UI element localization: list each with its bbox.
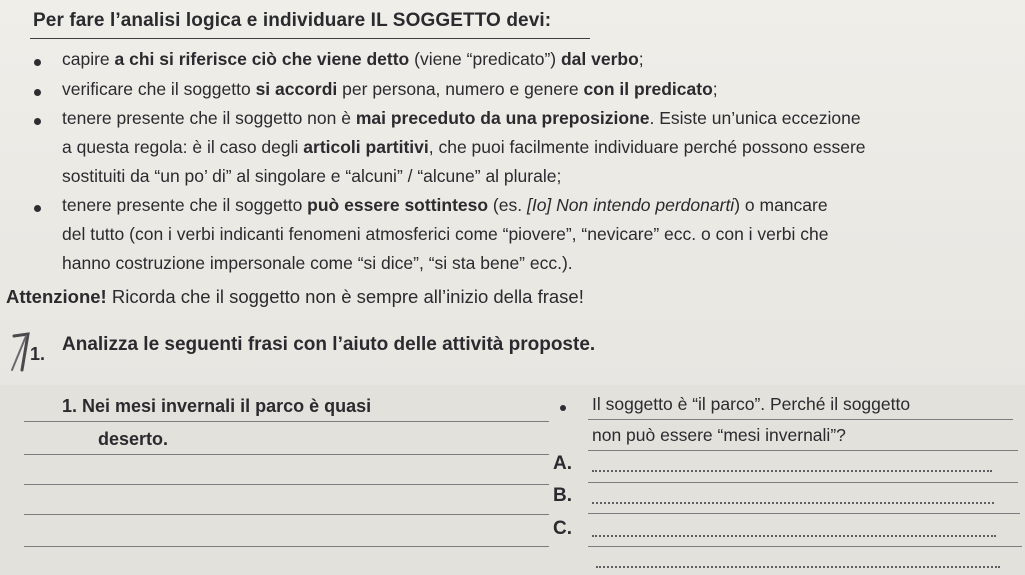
sentence-rule-5 — [24, 546, 549, 547]
answer-label-a: A. — [553, 453, 572, 474]
sentence-rule-4 — [24, 514, 549, 515]
bullet-4 — [34, 205, 41, 212]
text-run: per persona, numero e genere — [337, 79, 584, 99]
rule-3-line-2 — [62, 136, 866, 158]
bullet-2 — [34, 89, 41, 96]
rule-3-line-3 — [62, 165, 561, 187]
warning-label: Attenzione! — [6, 286, 107, 307]
rule-1-line-1 — [62, 48, 644, 70]
text-run: verificare che il soggetto — [62, 79, 256, 99]
warning-note — [6, 286, 584, 308]
rules-heading: Per fare l’analisi logica e individuare IL SOGGETTO devi: — [33, 10, 552, 31]
hint-bullet — [560, 405, 566, 411]
sentence-rule-1 — [24, 421, 549, 422]
rule-2-line-1 — [62, 78, 718, 100]
sentence-line-1: 1. Nei mesi invernali il parco è quasi — [62, 396, 372, 416]
bullet-3 — [34, 118, 41, 125]
answer-line-c[interactable] — [592, 535, 996, 537]
text-run: a chi si riferisce ciò che viene detto — [114, 49, 410, 69]
exercise-number: 1. — [30, 344, 46, 364]
warning-text: Ricorda che il soggetto non è sempre all’inizio della frase! — [106, 286, 584, 307]
text-run: ; — [638, 49, 644, 69]
text-run: tenere presente che il soggetto non è — [62, 108, 356, 128]
text-run: (es. — [488, 195, 527, 215]
answer-line-extra[interactable] — [596, 566, 1000, 568]
answer-line-a[interactable] — [592, 470, 992, 472]
text-run: a questa regola: è il caso degli — [62, 137, 304, 157]
answer-label-c: C. — [553, 518, 572, 539]
hint-rule-1 — [588, 419, 1013, 420]
answer-rule-c — [588, 546, 1022, 547]
rule-4-line-2 — [62, 223, 828, 245]
sentence-line-2: deserto. — [98, 429, 169, 449]
sentence-rule-3 — [24, 484, 549, 485]
text-run: tenere presente che il soggetto — [62, 195, 308, 215]
text-run: articoli partitivi — [303, 137, 429, 157]
text-run: [Io] Non intendo perdonarti — [526, 195, 735, 215]
text-run: sostituiti da “un po’ di” al singolare e “alcuni” / “alcune” al plurale; — [62, 166, 562, 186]
rule-4-line-1 — [62, 194, 828, 216]
text-run: ; — [712, 79, 718, 99]
heading-underline — [30, 38, 590, 39]
text-run: hanno costruzione impersonale come “si dice”, “si sta bene” ecc.). — [62, 253, 573, 273]
answer-rule-b — [588, 513, 1020, 514]
rule-3-line-1 — [62, 107, 861, 129]
text-run: . Esiste un’unica eccezione — [649, 108, 861, 128]
text-run: può essere sottinteso — [307, 195, 489, 215]
hint-rule-2 — [588, 450, 1018, 451]
text-run: ) o mancare — [734, 195, 828, 215]
hint-line-1: Il soggetto è “il parco”. Perché il soggetto — [592, 394, 911, 414]
bullet-1 — [34, 59, 41, 66]
text-run: con il predicato — [583, 79, 713, 99]
exercise-number-mark — [6, 330, 50, 374]
exercise-title: Analizza le seguenti frasi con l’aiuto delle attività proposte. — [62, 334, 596, 355]
text-run: si accordi — [255, 79, 338, 99]
text-run: del tutto (con i verbi indicanti fenomeni atmosferici come “piovere”, “nevicare” ecc. o con i verbi che — [62, 224, 829, 244]
rule-4-line-3 — [62, 252, 573, 274]
text-run: , che puoi facilmente individuare perché possono essere — [428, 137, 866, 157]
answer-rule-a — [588, 482, 1018, 483]
sentence-rule-2 — [24, 454, 549, 455]
answer-label-b: B. — [553, 485, 572, 506]
text-run: (viene “predicato”) — [409, 49, 561, 69]
text-run: dal verbo — [560, 49, 639, 69]
answer-line-b[interactable] — [592, 502, 994, 504]
text-run: capire — [62, 49, 115, 69]
text-run: mai preceduto da una preposizione — [355, 108, 650, 128]
hint-line-2: non può essere “mesi invernali”? — [592, 425, 846, 445]
